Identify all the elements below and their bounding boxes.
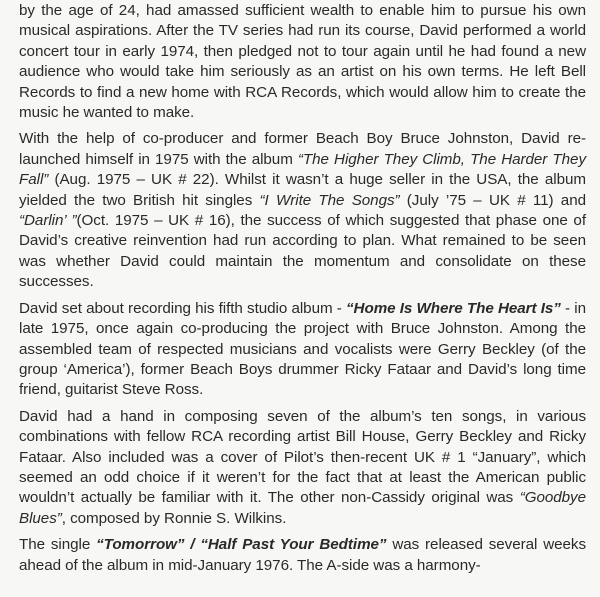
paragraph-5-text-a: The single (19, 536, 97, 554)
single-title-tomorrow-half-past: “Tomorrow” / “Half Past Your Bedtime” (96, 536, 387, 554)
paragraph-4 (19, 407, 586, 529)
paragraph-3-text-b: - in late 1975, once again co-producing the project with Bruce Johnston. Among the assembled team of respected musicians and vocalists were Gerry Beckley (of the group ‘America’), former Beach Boys drummer Ricky Fataar and David’s long time friend, guitarist Steve Ross. (19, 299, 586, 399)
paragraph-5 (19, 535, 586, 576)
paragraph-1 (19, 1, 586, 123)
paragraph-3 (19, 299, 586, 401)
single-title-darlin: “Darlin’ ” (19, 212, 77, 230)
album-title-higher-they-climb: “The Higher They Climb, The Harder They Fall” (19, 150, 586, 189)
paragraph-2 (19, 129, 586, 292)
paragraph-4-text-a: David had a hand in composing seven of the album’s ten songs, in various combinations with fellow RCA recording artist Bill House, Gerry Beckley and Ricky Fataar. Also included was a cover of Pilot’s then-recent UK # 1 “January”, which seemed an odd choice if it weren’t for the fact that at least the American public wouldn’t actually be familiar with it. The other non-Cassidy original was (19, 407, 586, 507)
album-title-home-is-where-the-heart-is: “Home Is Where The Heart Is” (346, 299, 561, 317)
paragraph-4-text-b: , composed by Ronnie S. Wilkins. (61, 509, 287, 527)
paragraph-2-text-c: (July ’75 – UK # 11) and (399, 191, 587, 209)
paragraph-2-text-d: (Oct. 1975 – UK # 16), the success of which suggested that phase one of David’s creative reinvention had run according to plan. What remained to be seen was whether David could maintain the momentum and consolidate on these successes. (19, 212, 586, 291)
song-title-goodbye-blues: “Goodbye Blues” (19, 489, 586, 527)
paragraph-1-text: by the age of 24, had amassed sufficient wealth to enable him to pursue his own musical aspirations. After the TV series had run its course, David performed a world concert tour in early 1974, then pledged not to tour again until he had found a new audience who would take him seriously as an artist on his own terms. He left Bell Records to find a new home with RCA Records, which would allow him to create the music he wanted to make. (19, 2, 586, 122)
paragraph-3-text-a: David set about recording his fifth studio album - (19, 299, 346, 317)
single-title-i-write-the-songs: “I Write The Songs” (259, 191, 400, 209)
paragraph-2-text-b: (Aug. 1975 – UK # 22). Whilst it wasn’t a huge seller in the USA, the album yielded the two British hit singles (19, 171, 586, 209)
paragraph-5-text-b: was released several weeks ahead of the album in mid-January 1976. The A-side was a harmony- (19, 536, 586, 574)
paragraph-2-text-a: With the help of co-producer and former Beach Boy Bruce Johnston, David re-launched himself in 1975 with the album (19, 130, 586, 168)
